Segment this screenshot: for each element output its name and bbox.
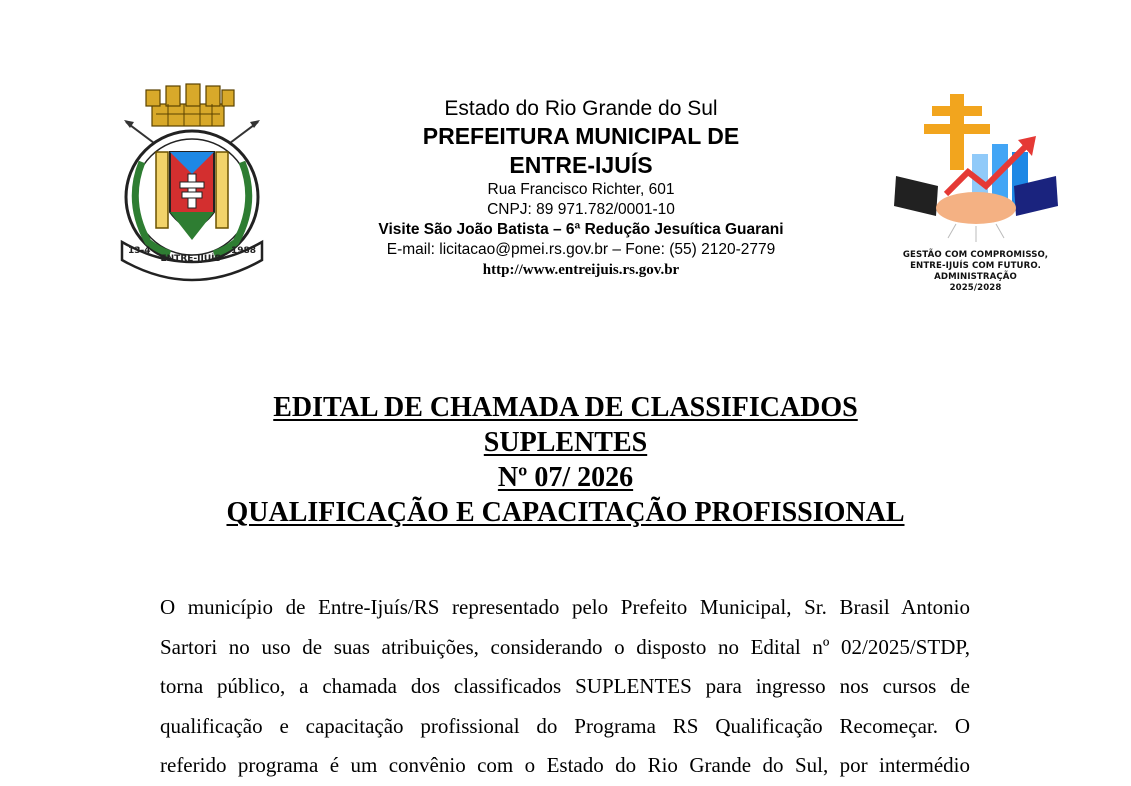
logo-caption-line4: 2025/2028 <box>949 283 1002 293</box>
body-line: torna público, a chamada dos classificados SUPLENTES para ingresso nos cursos de <box>160 674 970 698</box>
title-line4: QUALIFICAÇÃO E CAPACITAÇÃO PROFISSIONAL <box>226 497 905 528</box>
prefeitura-title-line1: PREFEITURA MUNICIPAL DE <box>422 123 740 149</box>
municipal-coat-of-arms-icon <box>112 82 272 294</box>
cnpj: CNPJ: 89 971.782/0001-10 <box>487 201 675 218</box>
logo-caption-line1: GESTÃO COM COMPROMISSO, <box>902 250 1049 260</box>
logo-caption-line3: ADMINISTRAÇÃO <box>934 272 1017 282</box>
title-line3: Nº 07/ 2026 <box>497 462 634 493</box>
body-line: Sartori no uso de suas atribuições, considerando o disposto no Edital nº 02/2025/STDP, <box>160 634 970 659</box>
body-line: referido programa é um convênio com o Estado do Rio Grande do Sul, por intermédio <box>160 753 970 777</box>
logo-caption-line2: ENTRE-IJUÍS COM FUTURO. <box>910 261 1041 271</box>
title-line2: SUPLENTES <box>483 427 648 458</box>
visit-text: Visite São João Batista – 6ª Redução Jesuítica Guarani <box>378 221 784 238</box>
prefeitura-title-line2: ENTRE-IJUÍS <box>509 152 653 178</box>
administration-logo-icon <box>888 90 1063 305</box>
contact-info: E-mail: licitacao@pmei.rs.gov.br – Fone: (55) 2120-2779 <box>386 241 776 258</box>
state-name: Estado do Rio Grande do Sul <box>444 97 718 120</box>
website-url: http://www.entreijuis.rs.gov.br <box>482 262 680 278</box>
body-line: qualificação e capacitação profissional do Programa RS Qualificação Recomeçar. O <box>160 713 970 738</box>
body-line: O município de Entre-Ijuís/RS representado pelo Prefeito Municipal, Sr. Brasil Antonio <box>160 595 970 619</box>
ribbon-left-text: 13-4 <box>128 246 151 256</box>
document-title <box>100 390 1031 530</box>
letterhead <box>320 96 842 280</box>
body-paragraph <box>160 588 970 786</box>
ribbon-right-text: 1988 <box>230 246 256 256</box>
title-line1: EDITAL DE CHAMADA DE CLASSIFICADOS <box>273 392 858 423</box>
address: Rua Francisco Richter, 601 <box>487 181 675 198</box>
ribbon-center-text: ENTRE-IJUÍS <box>160 254 221 264</box>
